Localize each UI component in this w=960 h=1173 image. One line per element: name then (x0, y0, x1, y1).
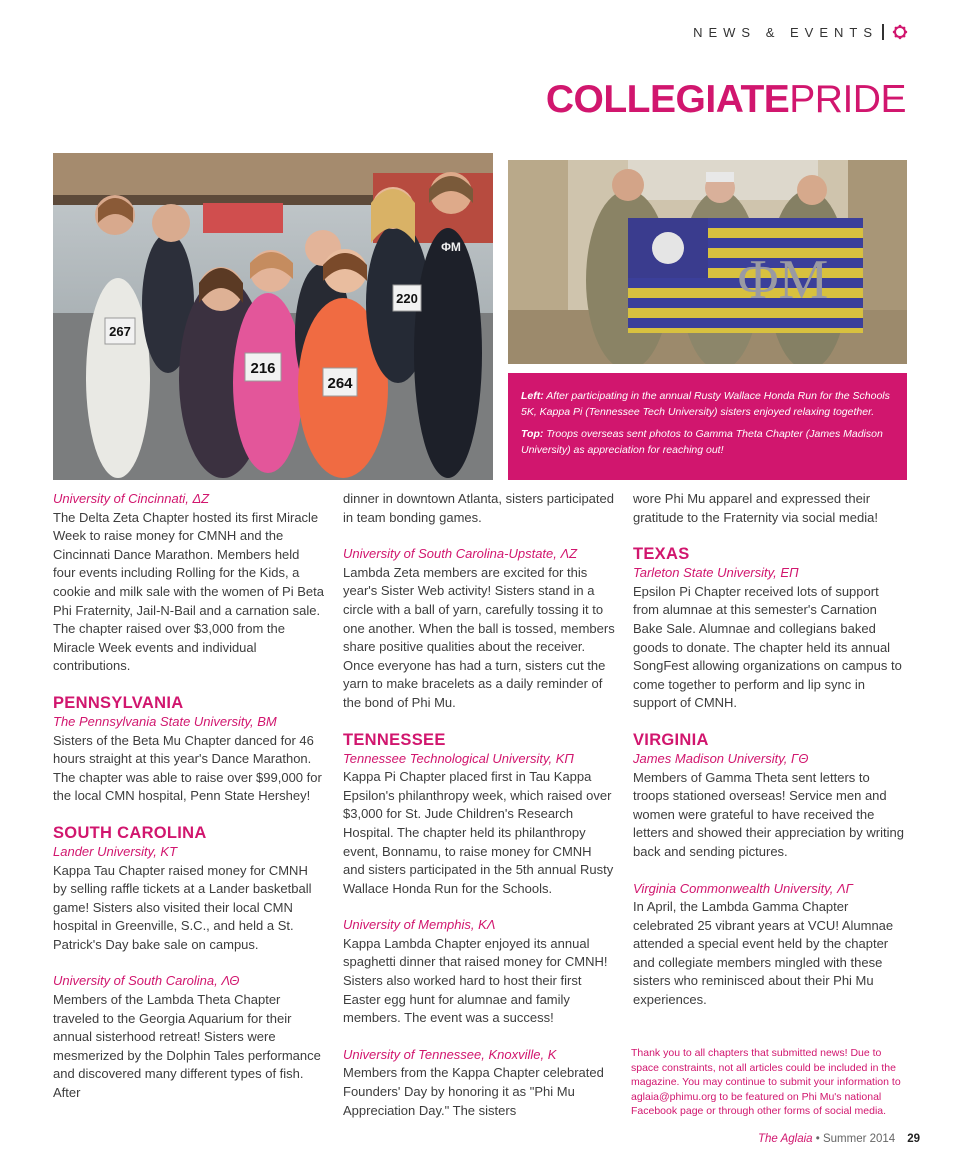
state-heading: PENNSYLVANIA (53, 693, 184, 712)
state-heading: TENNESSEE (343, 730, 446, 749)
phi-mu-crest-icon (892, 24, 908, 40)
chapter-name: The Pennsylvania State University, BM (53, 713, 277, 729)
page-number: 29 (907, 1133, 920, 1145)
chapter-text: Kappa Pi Chapter placed first in Tau Kappa Epsilon's philanthropy week, which raised over $3,000 for St. Jude Children's Research Hospital. The chapter held its philanthropy event, Bonnamu, to raise money for CMNH and sisters participated in the 5th annual Rusty Wallace Honda Run for the Schools. (343, 769, 614, 896)
bib-number: 216 (250, 360, 276, 377)
chapter-name: University of Cincinnati, ΔZ (53, 491, 210, 506)
article-column-1 (53, 490, 325, 1103)
chapter-entry (53, 972, 325, 1102)
article-column-3 (633, 490, 905, 1010)
shirt-letters: ΦM (441, 240, 461, 254)
chapter-entry (343, 490, 615, 527)
chapter-name: University of South Carolina, ΛΘ (53, 973, 240, 989)
photo-troops-flag-image (508, 160, 907, 364)
state-heading: TEXAS (633, 545, 690, 564)
chapter-text: Kappa Tau Chapter raised money for CMNH by selling raffle tickets at a Lander basketball game! Sisters also visited their local CMN hospital in Greenville, S.C., and held a St. Patrick's Day bake sale on campus. (53, 862, 312, 952)
state-heading: SOUTH CAROLINA (53, 823, 207, 842)
header-divider (882, 24, 884, 40)
title-bold: COLLEGIATE (545, 78, 790, 121)
chapter-name: Virginia Commonwealth University, ΛΓ (633, 880, 854, 896)
caption-left (521, 389, 895, 420)
bib-number: 220 (396, 291, 418, 306)
chapter-entry (53, 713, 325, 806)
photo-kappa-pi-5k (53, 153, 493, 480)
chapter-text: In April, the Lambda Gamma Chapter celebrated 25 vibrant years at VCU! Alumnae attended a special event held by the chapter and collegiate members mingled with these sisters who reminisced about their Phi Mu experiences. (633, 899, 894, 1008)
chapter-entry (633, 490, 905, 527)
flag-letters: ΦM (737, 249, 829, 311)
photo-troops-flag (508, 160, 907, 364)
chapter-text: Members of Gamma Theta sent letters to troops stationed overseas! Service men and women were grateful to have received the letters and showed their appreciation by writing back and sending pictures. (633, 769, 904, 859)
article-column-2 (343, 490, 615, 1120)
chapter-name: Lander University, KT (53, 843, 178, 859)
thank-you-note: Thank you to all chapters that submitted news! Due to space constraints, not all articles could be included in the magazine. You may continue to submit your information to aglaia@phimu.org to be featured on Phi Mu's national Facebook page or through other forms of social media. (631, 1047, 901, 1118)
section-label: NEWS & EVENTS (693, 24, 878, 40)
chapter-name: James Madison University, ΓΘ (633, 750, 809, 766)
page-title (546, 78, 906, 122)
chapter-text: Kappa Lambda Chapter enjoyed its annual spaghetti dinner that raised money for CMNH! Sisters also worked hard to host their first Easter egg hunt for alumnae and family members. The event was a success! (343, 935, 608, 1026)
chapter-entry (633, 880, 905, 1010)
chapter-text: The Delta Zeta Chapter hosted its first Miracle Week to raise money for CMNH and the Cincinnati Dance Marathon. Members held four events including Rolling for the Kids, a cookie and milk sale with the women of Pi Beta Phi Fraternity, Jail-N-Bail and a carnation sale. The chapter raised over $3,000 from the Miracle Week events and individual contributions. (53, 509, 324, 674)
chapter-text: dinner in downtown Atlanta, sisters participated in team bonding games. (343, 491, 614, 525)
phi-mu-flag (628, 218, 863, 333)
chapter-name: Tarleton State University, EΠ (633, 565, 799, 581)
bib-number: 267 (109, 324, 131, 339)
chapter-name: University of Memphis, KΛ (343, 917, 496, 933)
photo-kappa-pi-5k-image (53, 153, 493, 480)
chapter-name: Tennessee Technological University, KΠ (343, 750, 574, 766)
chapter-name: University of South Carolina-Upstate, ΛZ (343, 546, 578, 562)
chapter-text: Sisters of the Beta Mu Chapter danced for 46 hours straight at this year's Dance Marathon. The chapter was able to raise over $99,000 for the local CMN hospital, Penn State Hershey! (53, 732, 322, 804)
caption-left-lead: Left: (521, 390, 544, 402)
page-footer (758, 1133, 920, 1145)
state-heading: VIRGINIA (633, 730, 709, 749)
chapter-name: University of Tennessee, Knoxville, K (343, 1046, 557, 1062)
chapter-entry (53, 490, 325, 676)
chapter-text: Members of the Lambda Theta Chapter traveled to the Georgia Aquarium for their annual sisterhood retreat! Sisters were mesmerized by the Dolphin Tales performance and discovered many different types of fish. After (53, 992, 321, 1101)
photo-caption (508, 373, 907, 480)
bib-number: 264 (327, 375, 353, 392)
chapter-text: Epsilon Pi Chapter received lots of support from alumnae at this semester's Carnation Bake Sale. Alumnae and collegians baked goods to donate. The chapter held its annual SongFest allowing organizations on campus to come together to perform and lip sync in support of CMNH. (633, 583, 902, 711)
chapter-entry (343, 1046, 615, 1120)
caption-top-text: Troops overseas sent photos to Gamma Theta Chapter (James Madison University) as appreciation for reaching out! (521, 428, 883, 456)
caption-left-text: After participating in the annual Rusty Wallace Honda Run for the Schools 5K, Kappa Pi (Tennessee Tech University) sisters enjoyed relaxing together. (521, 390, 890, 418)
chapter-text: Lambda Zeta members are excited for this year's Sister Web activity! Sisters stand in a circle with a ball of yarn, carefully tossing it to one another. When the ball is tossed, members share positive qualities about the receiver. Once everyone has had a turn, sisters cut the yarn to make bracelets as a daily reminder of the bond of Phi Mu. (343, 564, 615, 710)
chapter-entry (343, 916, 615, 1028)
chapter-entry (633, 564, 905, 713)
chapter-entry (343, 545, 615, 712)
issue-label: • Summer 2014 (812, 1133, 896, 1145)
chapter-entry (53, 843, 325, 955)
chapter-entry (633, 750, 905, 862)
caption-top-lead: Top: (521, 428, 544, 440)
chapter-entry (343, 750, 615, 899)
chapter-text: wore Phi Mu apparel and expressed their gratitude to the Fraternity via social media! (633, 491, 878, 525)
chapter-text: Members from the Kappa Chapter celebrated Founders' Day by honoring it as "Phi Mu Appreciation Day." The sisters (343, 1065, 604, 1118)
magazine-name: The Aglaia (757, 1133, 813, 1145)
section-header (693, 24, 908, 40)
title-light: PRIDE (789, 78, 906, 121)
caption-top (521, 427, 895, 458)
